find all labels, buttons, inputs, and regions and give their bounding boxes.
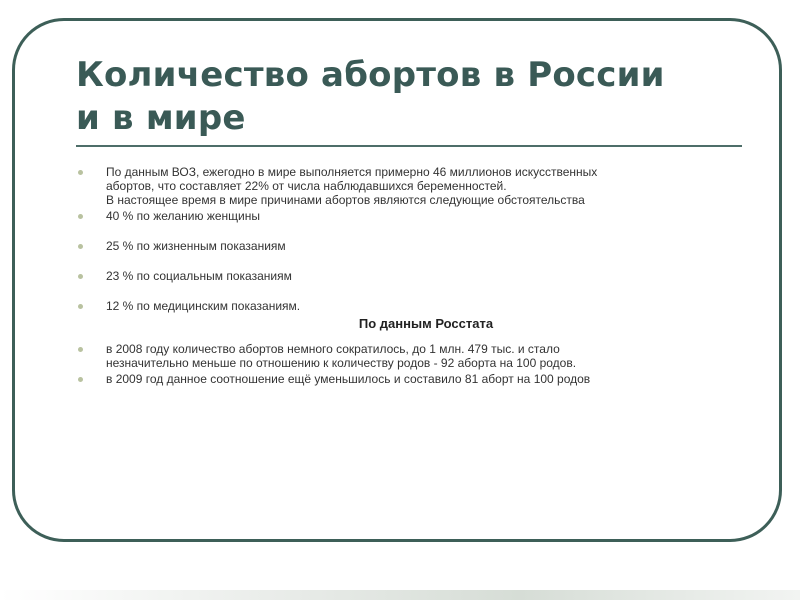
rosstat-2009-text: в 2009 год данное соотношение ещё уменьшилось и составило 81 аборт на 100 родов xyxy=(106,372,591,386)
bullet-item-reason-2 xyxy=(76,239,736,253)
bullet-dot-icon xyxy=(78,377,83,382)
reason-text-3: 23 % по социальным показаниям xyxy=(106,269,292,283)
title-line-2: и в мире xyxy=(76,98,246,138)
rosstat-2008-line-1: в 2008 году количество абортов немного сократилось, до 1 млн. 479 тыс. и стало xyxy=(106,342,560,356)
bullet-dot-icon xyxy=(78,274,83,279)
who-bullet-list xyxy=(76,165,736,313)
bullet-item-rosstat-2008 xyxy=(76,342,736,370)
who-intro-line-2: абортов, что составляет 22% от числа наблюдавшихся беременностей. xyxy=(106,179,507,193)
bullet-item-reason-3 xyxy=(76,269,736,283)
reason-text-4: 12 % по медицинским показаниям. xyxy=(106,299,301,313)
rosstat-2008-line-2: незначительно меньше по отношению к количеству родов - 92 аборта на 100 родов. xyxy=(106,356,577,370)
reason-text-1: 40 % по желанию женщины xyxy=(106,209,260,223)
title-divider xyxy=(76,145,742,147)
slide-title xyxy=(76,54,665,140)
who-intro-line-1: По данным ВОЗ, ежегодно в мире выполняется примерно 46 миллионов искусственных xyxy=(106,165,598,179)
bullet-item-reason-1 xyxy=(76,209,736,223)
slide-content xyxy=(76,165,736,386)
rosstat-subheading: По данным Росстата xyxy=(358,316,494,331)
reason-text-2: 25 % по жизненным показаниям xyxy=(106,239,286,253)
title-line-1: Количество абортов в России xyxy=(76,55,665,95)
rosstat-bullet-list xyxy=(76,342,736,386)
bullet-item-who-intro xyxy=(76,165,736,207)
bullet-dot-icon xyxy=(78,347,83,352)
bullet-dot-icon xyxy=(78,170,83,175)
bottom-decorative-strip xyxy=(0,590,800,600)
bullet-item-reason-4 xyxy=(76,299,736,313)
who-intro-line-3: В настоящее время в мире причинами абортов являются следующие обстоятельства xyxy=(106,193,585,207)
bullet-dot-icon xyxy=(78,304,83,309)
bullet-dot-icon xyxy=(78,244,83,249)
bullet-dot-icon xyxy=(78,214,83,219)
bullet-item-rosstat-2009 xyxy=(76,372,736,386)
